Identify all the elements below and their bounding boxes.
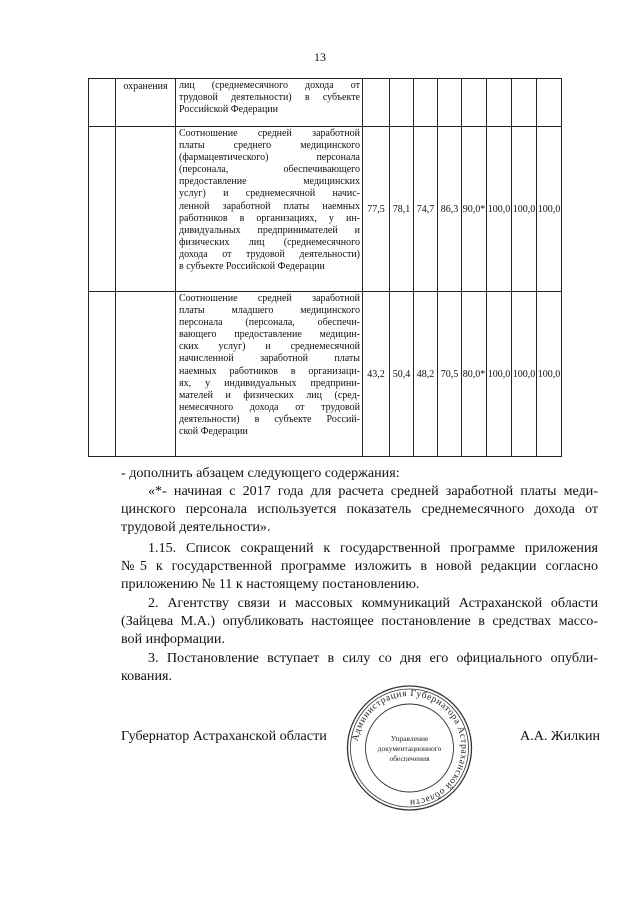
table-row: [89, 292, 562, 457]
value-cell: 77,5: [363, 127, 390, 292]
indicator-text: Соотношение средней заработной платы среднего медицинского (фармацевтического) персонала (персонала, обеспечивающего предоставление медицинских услуг) и среднемесячной начис- ленной заработной платы наемных работников в организациях, у ин- дивидуальных предпринимателей и физических лиц (среднемесячного дохода от трудовой деятельности) в субъекте Российской Федерации: [179, 128, 360, 273]
goal-text: охранения: [123, 81, 168, 92]
value-cell: 100,0: [512, 127, 537, 292]
table-cell-indicator: [176, 79, 363, 127]
value-cell: 90,0*: [462, 127, 487, 292]
value-cell: [537, 79, 562, 127]
value-cell: 80,0*: [462, 292, 487, 457]
table-cell-indicator: [176, 127, 363, 292]
official-seal-stamp: [342, 683, 477, 813]
value-cell: 100,0: [487, 127, 512, 292]
paragraph-2: 2. Агентству связи и массовых коммуникаций Астраханской области (Зайцева М.А.) опубликовать настоящее постановление в средствах массо- вой информации.: [121, 595, 598, 647]
page-number: 13: [314, 50, 326, 64]
value-cell: [487, 79, 512, 127]
value-cell: 50,4: [390, 292, 414, 457]
signature-position: Губернатор Астраханской области: [121, 728, 327, 744]
seal-outer-text: Администрация Губернатора Астраханской области: [350, 688, 469, 808]
value-cell: 43,2: [363, 292, 390, 457]
indicator-text: лиц (среднемесячного дохода от трудовой деятельности) в субъекте Российской Федерации: [179, 80, 360, 116]
table-cell-number: [89, 79, 116, 127]
seal-inner-line: документационного: [377, 744, 442, 753]
value-cell: 48,2: [414, 292, 438, 457]
indicator-text: Соотношение средней заработной платы младшего медицинского персонала (персонала, обеспечи- вающего предоставление медицин- ских услуг) и среднемесячной начисленной заработной платы наемных работников в организаци- ях, у индивидуальных предприни- мателей и физических лиц (сред- немесячного дохода от трудовой деятельности) в субъекте Россий- ской Федерации: [179, 293, 360, 438]
table-cell-indicator: [176, 292, 363, 457]
value-cell: 100,0: [537, 292, 562, 457]
table-cell-goal: [116, 127, 176, 292]
value-cell: [462, 79, 487, 127]
table-row: [89, 79, 562, 127]
value-cell: 100,0: [537, 127, 562, 292]
value-cell: [363, 79, 390, 127]
value-cell: 70,5: [438, 292, 462, 457]
paragraph-3: 3. Постановление вступает в силу со дня его официального опубли- кования.: [121, 650, 598, 684]
value-cell: [414, 79, 438, 127]
seal-inner-line: Управление: [390, 734, 429, 743]
table-row: [89, 127, 562, 292]
value-cell: 74,7: [414, 127, 438, 292]
value-cell: [438, 79, 462, 127]
value-cell: 100,0: [487, 292, 512, 457]
seal-inner-line: обеспечения: [389, 754, 430, 763]
quote-paragraph: «*- начиная с 2017 года для расчета средней заработной платы меди- цинского персонала используется показатель среднемесячного дохода от трудовой деятельности».: [121, 483, 598, 535]
table-cell-goal: [116, 292, 176, 457]
table-cell-goal: [116, 79, 176, 127]
value-cell: [512, 79, 537, 127]
signature-name: А.А. Жилкин: [520, 728, 601, 744]
table-cell-number: [89, 127, 116, 292]
indicators-table: [88, 78, 562, 457]
table-cell-number: [89, 292, 116, 457]
intro-paragraph: - дополнить абзацем следующего содержания:: [121, 465, 400, 481]
value-cell: 86,3: [438, 127, 462, 292]
value-cell: 100,0: [512, 292, 537, 457]
value-cell: [390, 79, 414, 127]
paragraph-1-15: 1.15. Список сокращений к государственной программе приложения №5 к государственной программе изложить в новой редакции согласно приложению № 11 к настоящему постановлению.: [121, 540, 598, 592]
value-cell: 78,1: [390, 127, 414, 292]
